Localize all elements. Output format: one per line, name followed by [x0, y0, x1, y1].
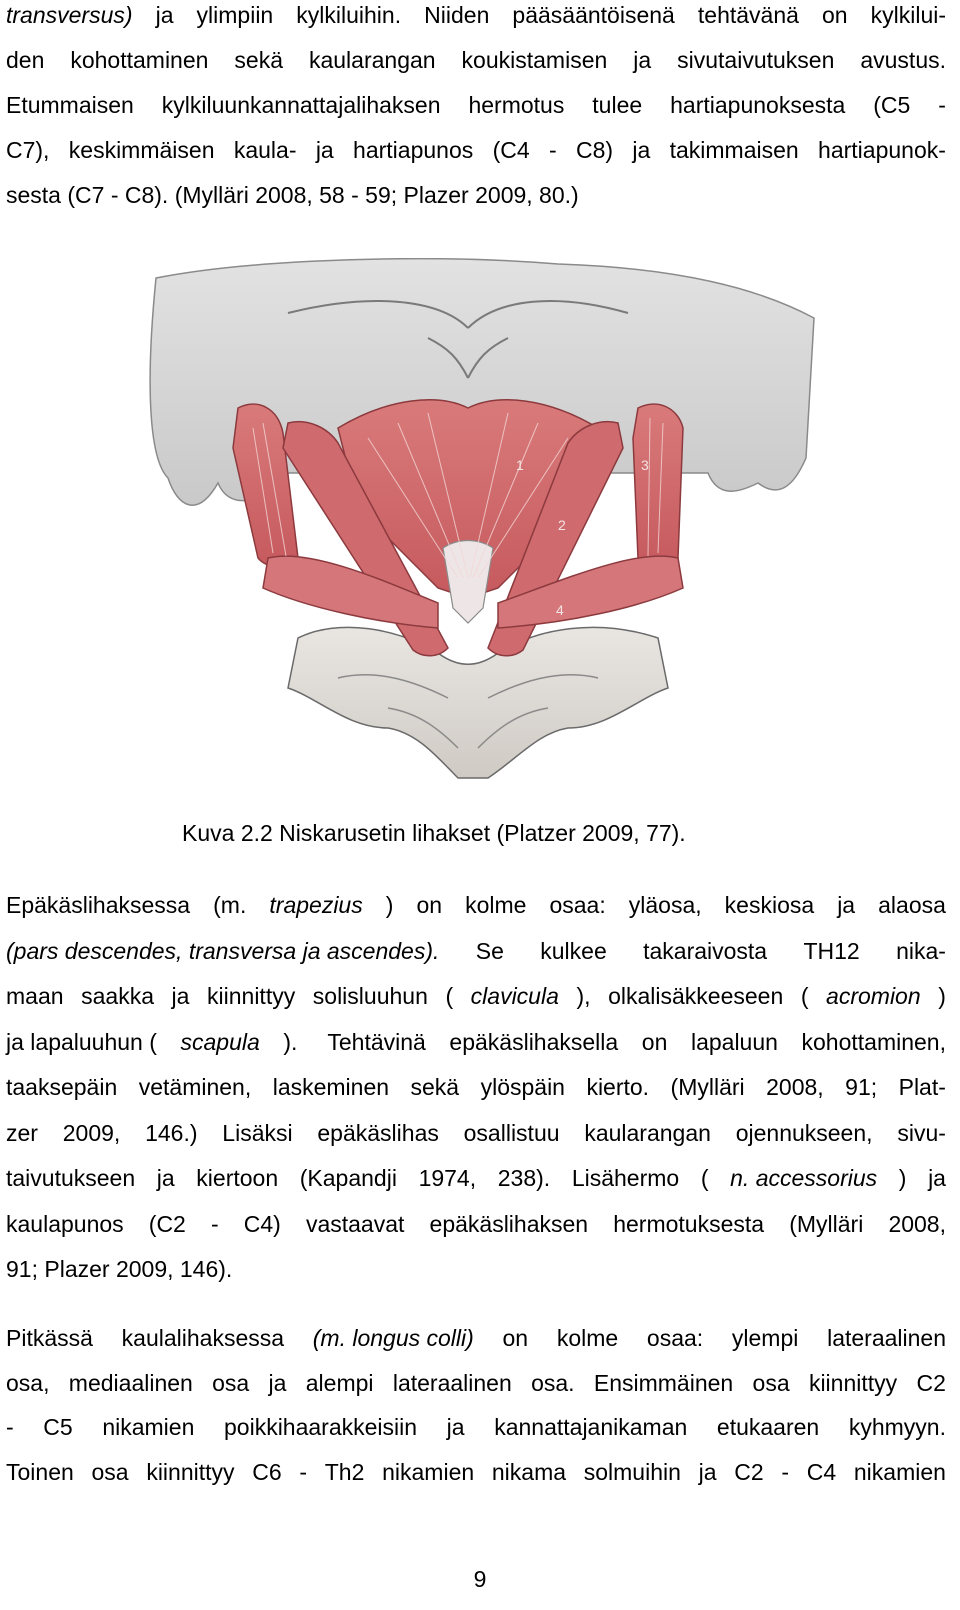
- word: taivutukseen: [6, 1165, 136, 1191]
- word: kiinnittyy: [808, 1369, 898, 1396]
- word: C7),: [6, 137, 50, 163]
- text-line: [6, 1412, 946, 1442]
- label-2: 2: [558, 517, 566, 533]
- word: ja: [632, 137, 651, 163]
- word: ja: [315, 137, 334, 163]
- word: tehtävänä: [697, 2, 799, 28]
- word: osa.: [531, 1369, 575, 1396]
- word: ): [938, 983, 946, 1009]
- word: alaosa: [878, 892, 946, 918]
- word: Lisäksi: [222, 1119, 293, 1146]
- text-line: [6, 1323, 946, 1353]
- word: kiinnittyy: [146, 1458, 235, 1485]
- word: maan: [6, 983, 64, 1009]
- word: kyhmyyn.: [848, 1414, 946, 1440]
- word: (C2: [148, 1210, 186, 1237]
- word: hartiapunok-: [818, 137, 946, 163]
- word: on: [821, 2, 848, 28]
- word: hermotuksesta: [613, 1210, 765, 1237]
- word: zer: [6, 1119, 38, 1146]
- text-line: [6, 1072, 946, 1102]
- word: olkalisäkkeeseen: [608, 983, 784, 1009]
- text-line: [6, 981, 946, 1011]
- word: -: [6, 1414, 14, 1440]
- word: ja: [928, 1165, 946, 1191]
- word: -: [938, 92, 946, 118]
- word: epäkäslihaksella: [449, 1028, 619, 1055]
- word: keskiosa: [724, 892, 815, 918]
- word: TH12: [803, 937, 860, 964]
- label-1: 1: [516, 457, 524, 473]
- word: osa: [91, 1458, 129, 1485]
- word: poikkihaarakkeisiin: [224, 1414, 418, 1440]
- word: kolme: [556, 1325, 619, 1351]
- word: kaulapunos: [6, 1210, 124, 1237]
- word: laskeminen: [272, 1074, 390, 1100]
- word: kaula-: [233, 137, 297, 163]
- word: (m.: [213, 892, 247, 918]
- word: C2: [734, 1458, 764, 1485]
- word: sivutaivutuksen: [677, 47, 835, 73]
- word: C5: [43, 1414, 73, 1440]
- word: alempi: [305, 1369, 374, 1396]
- word: hermotus: [468, 92, 565, 118]
- word: kaularangan: [308, 47, 436, 73]
- word: 91; Plazer 2009, 146).: [6, 1256, 233, 1282]
- word: ja: [155, 2, 174, 28]
- word: 146.): [145, 1119, 198, 1146]
- italic-term: (pars descendes, transversa ja ascendes).: [6, 937, 440, 964]
- text-line: [6, 1118, 946, 1148]
- word: (C5: [873, 92, 911, 118]
- italic-term: scapula: [180, 1028, 260, 1055]
- text-line: [6, 1368, 946, 1398]
- word: ja: [171, 983, 190, 1009]
- word: ja: [633, 47, 652, 73]
- word: kolme: [465, 892, 527, 918]
- word: nika-: [896, 937, 946, 964]
- word: ja: [446, 1414, 465, 1440]
- text-line: [6, 1209, 946, 1239]
- italic-term: (m. longus colli): [312, 1325, 474, 1351]
- word: sekä: [234, 47, 283, 73]
- word: solisluuhun: [312, 983, 428, 1009]
- word: (: [800, 983, 809, 1009]
- muscle-4-left: [263, 556, 438, 628]
- text-line: [6, 0, 946, 30]
- word: ylempi: [731, 1325, 799, 1351]
- word: koukistamisen: [461, 47, 608, 73]
- word: -: [548, 137, 557, 163]
- word: Etummaisen: [6, 92, 134, 118]
- word: epäkäslihas: [317, 1119, 439, 1146]
- word: 2009,: [62, 1119, 121, 1146]
- word: epäkäslihaksen: [429, 1210, 589, 1237]
- word: ): [898, 1165, 907, 1191]
- word: osa,: [6, 1369, 50, 1396]
- italic-term: acromion: [826, 983, 921, 1009]
- word: sivu-: [897, 1119, 946, 1146]
- word: kohottaminen: [70, 47, 209, 73]
- word: kylkilui-: [870, 2, 946, 28]
- text-line: [6, 45, 946, 75]
- word: taaksepäin: [6, 1074, 118, 1100]
- word: Pitkässä: [6, 1325, 93, 1351]
- word: Toinen: [6, 1458, 74, 1485]
- word: mediaalinen: [68, 1369, 193, 1396]
- word: ojennukseen,: [735, 1119, 873, 1146]
- word: (Kapandji: [299, 1165, 397, 1191]
- word: ja: [837, 892, 856, 918]
- italic-term: transversus): [6, 2, 133, 28]
- word: ).: [283, 1028, 304, 1055]
- word: (Mylläri: [789, 1210, 864, 1237]
- italic-term: clavicula: [470, 983, 559, 1009]
- word: on: [641, 1028, 668, 1055]
- label-3: 3: [641, 457, 649, 473]
- word: ylimpiin: [196, 2, 274, 28]
- text-line: [6, 90, 946, 120]
- word: (: [445, 983, 454, 1009]
- word: C8): [575, 137, 614, 163]
- word: Lisähermo: [571, 1165, 680, 1191]
- word: ): [385, 892, 394, 918]
- word: on: [502, 1325, 529, 1351]
- word: Se: [475, 937, 504, 964]
- word: kannattajanikaman: [494, 1414, 688, 1440]
- word: osallistuu: [463, 1119, 560, 1146]
- word: Niiden: [424, 2, 490, 28]
- word: kylkiluihin.: [296, 2, 402, 28]
- word: lapaluun: [690, 1028, 778, 1055]
- word: 1974,: [418, 1165, 477, 1191]
- word: 2008,: [888, 1210, 946, 1237]
- word: ja: [698, 1458, 717, 1485]
- word: takaraivosta: [643, 937, 768, 964]
- word: solmuihin: [583, 1458, 681, 1485]
- word: sesta (C7 - C8). (Mylläri 2008, 58 - 59; Plazer 2009, 80.): [6, 182, 579, 208]
- word: kulkee: [540, 937, 607, 964]
- word: lateraalinen: [827, 1325, 946, 1351]
- word: sekä: [410, 1074, 460, 1100]
- text-line: [6, 1254, 232, 1284]
- word: kohottaminen,: [801, 1028, 946, 1055]
- word: lateraalinen: [392, 1369, 512, 1396]
- word: kierto.: [586, 1074, 650, 1100]
- text-line: [6, 936, 946, 966]
- word: -: [781, 1458, 790, 1485]
- neck-muscle-illustration: [138, 258, 818, 788]
- word: etukaaren: [716, 1414, 820, 1440]
- word: -: [299, 1458, 308, 1485]
- word: keskimmäisen: [68, 137, 215, 163]
- word: nikamien: [102, 1414, 195, 1440]
- word: ja lapaluuhun (: [6, 1028, 157, 1055]
- word: pääsääntöisenä: [512, 2, 675, 28]
- word: kaularangan: [584, 1119, 711, 1146]
- word: takimmaisen: [669, 137, 799, 163]
- word: (: [700, 1165, 709, 1191]
- word: osa: [212, 1369, 250, 1396]
- word: kylkiluunkannattajalihaksen: [161, 92, 441, 118]
- word: 91;: [845, 1074, 878, 1100]
- word: C2: [916, 1369, 946, 1396]
- word: Th2: [324, 1458, 365, 1485]
- word: yläosa,: [628, 892, 702, 918]
- word: nikama: [491, 1458, 567, 1485]
- word: osa: [752, 1369, 790, 1396]
- figure-caption: Kuva 2.2 Niskarusetin lihakset (Platzer 2009, 77).: [182, 820, 686, 846]
- word: nikamien: [853, 1458, 946, 1485]
- word: avustus.: [860, 47, 946, 73]
- word: C4): [243, 1210, 281, 1237]
- text-line: [6, 1457, 946, 1487]
- word: on: [416, 892, 443, 918]
- word: hartiapunoksesta: [670, 92, 846, 118]
- italic-term: n. accessorius: [730, 1165, 878, 1191]
- word: ja: [268, 1369, 287, 1396]
- word: Plat-: [898, 1074, 946, 1100]
- word: (Mylläri: [670, 1074, 745, 1100]
- word: (C4: [492, 137, 530, 163]
- word: osaa:: [549, 892, 606, 918]
- word: C6: [252, 1458, 282, 1485]
- word: vastaavat: [305, 1210, 405, 1237]
- word: 238).: [497, 1165, 551, 1191]
- word: C4: [806, 1458, 837, 1485]
- label-4: 4: [556, 602, 564, 618]
- word: Ensimmäinen: [593, 1369, 734, 1396]
- word: saakka: [81, 983, 154, 1009]
- word: ylöspäin: [480, 1074, 565, 1100]
- text-line: [6, 1163, 946, 1193]
- word: kiinnittyy: [207, 983, 296, 1009]
- word: hartiapunos: [353, 137, 474, 163]
- word: Tehtävinä: [327, 1028, 426, 1055]
- text-line: [6, 1027, 946, 1057]
- word: kaulalihaksessa: [121, 1325, 285, 1351]
- word: Epäkäslihaksessa: [6, 892, 191, 918]
- text-line: [6, 135, 946, 165]
- word: vetäminen,: [138, 1074, 252, 1100]
- word: -: [210, 1210, 219, 1237]
- word: ja: [156, 1165, 175, 1191]
- word: den: [6, 47, 45, 73]
- text-line: [6, 890, 946, 920]
- vertebrae: [288, 627, 668, 778]
- word: 2008,: [766, 1074, 824, 1100]
- word: osaa:: [646, 1325, 704, 1351]
- page-number: 9: [473, 1566, 487, 1592]
- text-line: [6, 180, 579, 210]
- italic-term: trapezius: [269, 892, 363, 918]
- word: tulee: [592, 92, 643, 118]
- word: nikamien: [382, 1458, 475, 1485]
- word: ),: [576, 983, 591, 1009]
- word: kiertoon: [196, 1165, 279, 1191]
